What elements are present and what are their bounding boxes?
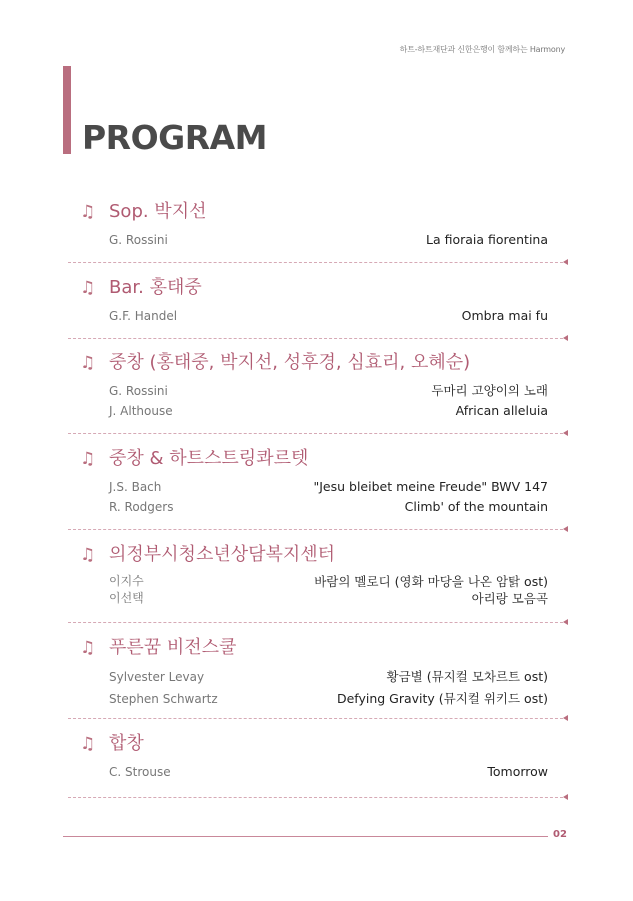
program-section	[68, 731, 568, 782]
section-divider	[68, 433, 568, 434]
composer: J. Althouse	[109, 404, 173, 418]
triangle-left-icon	[563, 335, 568, 341]
program-row	[109, 688, 548, 710]
music-note-icon: ♫	[80, 545, 96, 565]
piece-title: Climb' of the mountain	[404, 499, 548, 514]
program-section	[68, 275, 568, 326]
title-accent-bar	[63, 66, 71, 154]
program-row	[109, 230, 548, 250]
header-note: 하트-하트재단과 신한은행이 함께하는 Harmony	[399, 45, 565, 54]
composer: Stephen Schwartz	[109, 692, 218, 706]
program-section	[68, 542, 568, 607]
program-row	[109, 306, 548, 326]
piece-title: La fioraia fiorentina	[426, 232, 548, 247]
section-title: 중창 (홍태중, 박지선, 성후경, 심효리, 오혜순)	[109, 352, 471, 373]
triangle-left-icon	[563, 430, 568, 436]
piece-title: 황금별 (뮤지컬 모차르트 ost)	[386, 669, 548, 684]
page-title: PROGRAM	[82, 118, 268, 157]
section-title: Sop. 박지선	[109, 201, 207, 222]
music-note-icon: ♫	[80, 734, 96, 754]
program-row	[109, 497, 548, 517]
triangle-left-icon	[563, 794, 568, 800]
program-section	[68, 199, 568, 250]
section-divider	[68, 622, 568, 623]
piece-title: 바람의 멜로디 (영화 마당을 나온 암탉 ost)	[314, 574, 548, 589]
page-number: 02	[553, 829, 567, 840]
program-row	[109, 666, 548, 688]
piece-title: 두마리 고양이의 노래	[431, 383, 548, 398]
music-note-icon: ♫	[80, 638, 96, 658]
program-row	[109, 381, 548, 401]
section-divider	[68, 718, 568, 719]
program-section	[68, 350, 568, 421]
section-title: 푸른꿈 비전스쿨	[109, 637, 237, 658]
music-note-icon: ♫	[80, 353, 96, 373]
piece-title: Ombra mai fu	[461, 308, 548, 323]
section-divider	[68, 262, 568, 263]
triangle-left-icon	[563, 526, 568, 532]
triangle-left-icon	[563, 619, 568, 625]
program-row	[109, 573, 548, 590]
piece-title: "Jesu bleibet meine Freude" BWV 147	[313, 479, 548, 494]
footer-line	[63, 836, 548, 837]
composer: G. Rossini	[109, 384, 168, 398]
program-row	[109, 762, 548, 782]
music-note-icon: ♫	[80, 278, 96, 298]
program-row	[109, 477, 548, 497]
composer: J.S. Bach	[109, 480, 162, 494]
section-divider	[68, 797, 568, 798]
piece-title: African alleluia	[455, 403, 548, 418]
music-note-icon: ♫	[80, 202, 96, 222]
composer: G. Rossini	[109, 233, 168, 247]
program-section	[68, 446, 568, 517]
program-row	[109, 590, 548, 607]
composer: C. Strouse	[109, 765, 171, 779]
piece-title: Tomorrow	[487, 764, 548, 779]
composer: G.F. Handel	[109, 309, 178, 323]
program-section	[68, 635, 568, 710]
music-note-icon: ♫	[80, 449, 96, 469]
section-title: 중창 & 하트스트링콰르텟	[109, 448, 309, 469]
composer: Sylvester Levay	[109, 670, 205, 684]
program-row	[109, 401, 548, 421]
composer: 이선택	[109, 591, 144, 605]
section-title: 합창	[109, 733, 144, 754]
composer: R. Rodgers	[109, 500, 174, 514]
section-title: Bar. 홍태중	[109, 277, 202, 298]
piece-title: 아리랑 모음곡	[471, 591, 548, 606]
section-divider	[68, 529, 568, 530]
composer: 이지수	[109, 574, 144, 588]
section-divider	[68, 338, 568, 339]
section-title: 의정부시청소년상담복지센터	[109, 544, 336, 565]
triangle-left-icon	[563, 259, 568, 265]
piece-title: Defying Gravity (뮤지컬 위키드 ost)	[336, 691, 548, 706]
triangle-left-icon	[563, 715, 568, 721]
